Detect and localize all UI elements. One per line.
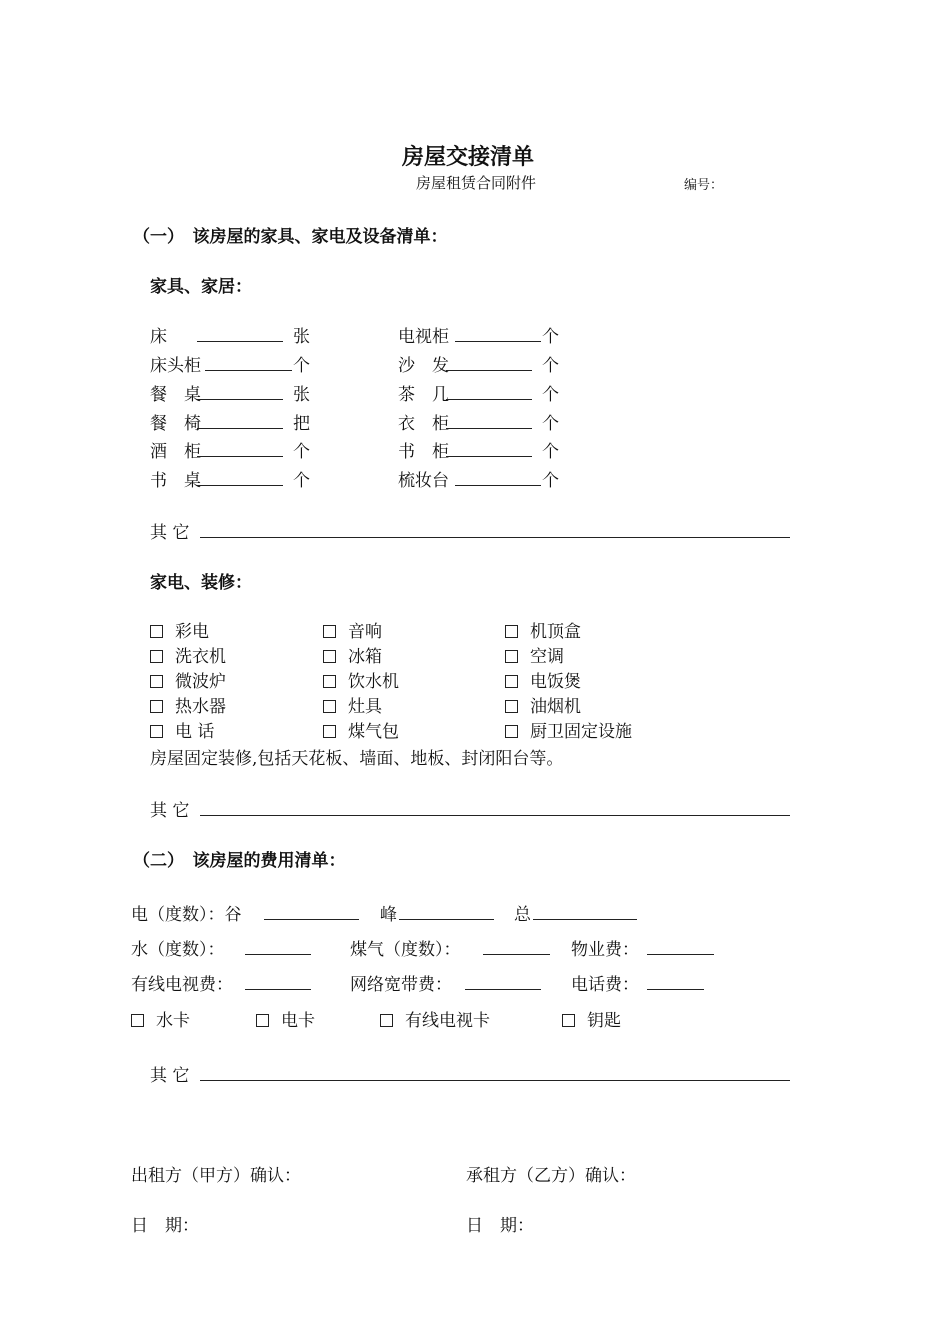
gas-label: 煤气（度数）： (350, 940, 461, 960)
appliance-label: 饮水机 (348, 672, 399, 692)
checkbox-icon[interactable] (150, 725, 163, 738)
appliance-checkbox-item[interactable] (505, 692, 581, 717)
checkbox-icon[interactable] (380, 1014, 393, 1027)
page-title: 房屋交接清单 (402, 145, 535, 170)
appliance-label: 机顶盒 (530, 622, 581, 642)
appliance-checkbox-item[interactable] (150, 717, 214, 742)
appliance-checkbox-item[interactable] (150, 692, 226, 717)
furniture-item-name: 茶 几 (398, 385, 449, 405)
furniture-item-name: 沙 发 (398, 356, 449, 376)
appliance-label: 煤气包 (348, 722, 399, 742)
furniture-quantity-blank[interactable] (455, 341, 541, 342)
furniture-item-unit: 个 (542, 385, 559, 405)
furniture-quantity-blank[interactable] (205, 370, 292, 371)
card-checkbox-item[interactable] (131, 1006, 190, 1031)
furniture-quantity-blank[interactable] (446, 399, 532, 400)
furniture-item-unit: 张 (293, 385, 310, 405)
appliance-label: 电饭煲 (530, 672, 581, 692)
water-blank[interactable] (245, 954, 311, 955)
card-checkbox-item[interactable] (562, 1006, 621, 1031)
card-checkbox-item[interactable] (380, 1006, 490, 1031)
cable-fee-label: 有线电视费： (131, 975, 233, 995)
furniture-item-unit: 把 (293, 414, 310, 434)
appliance-checkbox-item[interactable] (150, 667, 226, 692)
furniture-quantity-blank[interactable] (197, 399, 283, 400)
furniture-quantity-blank[interactable] (197, 485, 283, 486)
appliance-checkbox-item[interactable] (505, 717, 632, 742)
furniture-item-unit: 个 (542, 414, 559, 434)
broadband-fee-label: 网络宽带费： (350, 975, 452, 995)
other-label: 其 它 (150, 523, 190, 543)
furniture-item-unit: 个 (542, 442, 559, 462)
broadband-fee-blank[interactable] (465, 989, 541, 990)
furniture-item-name: 餐 椅 (150, 414, 201, 434)
appliance-checkbox-item[interactable] (323, 692, 382, 717)
checkbox-icon[interactable] (323, 675, 336, 688)
lessee-confirm-label: 承租方（乙方）确认： (466, 1166, 636, 1186)
electricity-peak-blank[interactable] (399, 919, 494, 920)
checkbox-icon[interactable] (505, 725, 518, 738)
appliance-checkbox-item[interactable] (505, 617, 581, 642)
appliance-label: 洗衣机 (175, 647, 226, 667)
appliance-checkbox-item[interactable] (323, 617, 382, 642)
appliance-heading: 家电、装修： (150, 573, 252, 593)
appliance-checkbox-item[interactable] (150, 617, 209, 642)
checkbox-icon[interactable] (150, 700, 163, 713)
water-label: 水（度数）： (131, 940, 225, 960)
appliance-checkbox-item[interactable] (505, 667, 581, 692)
furniture-item-unit: 个 (293, 356, 310, 376)
appliance-label: 彩电 (175, 622, 209, 642)
electricity-total-blank[interactable] (533, 919, 637, 920)
furniture-quantity-blank[interactable] (197, 341, 283, 342)
other-blank[interactable] (200, 537, 790, 538)
furniture-item-name: 床头柜 (150, 356, 201, 376)
appliance-label: 灶具 (348, 697, 382, 717)
section-1-heading: （一） 该房屋的家具、家电及设备清单： (133, 227, 448, 247)
gas-blank[interactable] (483, 954, 550, 955)
card-label: 电卡 (281, 1011, 315, 1031)
furniture-quantity-blank[interactable] (446, 456, 532, 457)
page-subtitle: 房屋租赁合同附件 (416, 174, 537, 192)
card-label: 钥匙 (587, 1011, 621, 1031)
checkbox-icon[interactable] (150, 650, 163, 663)
document-number-label: 编号： (684, 178, 724, 193)
checkbox-icon[interactable] (256, 1014, 269, 1027)
furniture-item-unit: 个 (542, 471, 559, 491)
appliance-label: 空调 (530, 647, 564, 667)
other-label: 其 它 (150, 801, 190, 821)
card-label: 有线电视卡 (405, 1011, 490, 1031)
lessor-date-label: 日 期： (131, 1216, 199, 1236)
furniture-quantity-blank[interactable] (446, 370, 532, 371)
checkbox-icon[interactable] (505, 700, 518, 713)
phone-fee-label: 电话费： (571, 975, 639, 995)
electricity-valley-label: 电（度数）：谷 (131, 905, 242, 925)
electricity-peak-label: 峰 (380, 905, 397, 925)
other-label: 其 它 (150, 1066, 190, 1086)
furniture-item-name: 书 桌 (150, 471, 201, 491)
checkbox-icon[interactable] (323, 650, 336, 663)
furniture-item-unit: 个 (542, 356, 559, 376)
furniture-item-name: 酒 柜 (150, 442, 201, 462)
furniture-item-unit: 张 (293, 327, 310, 347)
furniture-item-name: 梳妆台 (398, 471, 449, 491)
electricity-valley-blank[interactable] (264, 919, 359, 920)
other-blank[interactable] (200, 1080, 790, 1081)
appliance-label: 冰箱 (348, 647, 382, 667)
furniture-item-name: 衣 柜 (398, 414, 449, 434)
appliance-label: 厨卫固定设施 (530, 722, 632, 742)
checkbox-icon[interactable] (323, 725, 336, 738)
furniture-item-name: 电视柜 (398, 327, 449, 347)
phone-fee-blank[interactable] (647, 989, 704, 990)
appliance-checkbox-item[interactable] (323, 717, 399, 742)
appliance-label: 热水器 (175, 697, 226, 717)
furniture-quantity-blank[interactable] (197, 456, 283, 457)
furniture-item-name: 床 (150, 327, 167, 347)
appliance-checkbox-item[interactable] (323, 642, 382, 667)
appliance-label: 油烟机 (530, 697, 581, 717)
appliance-checkbox-item[interactable] (150, 642, 226, 667)
section-2-heading: （二） 该房屋的费用清单： (133, 851, 346, 871)
appliance-label: 电 话 (175, 722, 215, 742)
checkbox-icon[interactable] (150, 675, 163, 688)
appliance-checkbox-item[interactable] (323, 667, 399, 692)
furniture-item-unit: 个 (293, 442, 310, 462)
furniture-heading: 家具、家居： (150, 277, 252, 297)
checkbox-icon[interactable] (323, 700, 336, 713)
checkbox-icon[interactable] (131, 1014, 144, 1027)
checkbox-icon[interactable] (505, 650, 518, 663)
appliance-label: 微波炉 (175, 672, 226, 692)
fixed-decoration-text: 房屋固定装修,包括天花板、墙面、地板、封闭阳台等。 (150, 749, 564, 769)
furniture-quantity-blank[interactable] (455, 485, 541, 486)
furniture-quantity-blank[interactable] (446, 428, 532, 429)
appliance-label: 音响 (348, 622, 382, 642)
appliance-checkbox-item[interactable] (505, 642, 564, 667)
furniture-item-unit: 个 (542, 327, 559, 347)
cable-fee-blank[interactable] (245, 989, 311, 990)
lessor-confirm-label: 出租方（甲方）确认： (131, 1166, 301, 1186)
checkbox-icon[interactable] (562, 1014, 575, 1027)
property-fee-label: 物业费： (571, 940, 639, 960)
checkbox-icon[interactable] (150, 625, 163, 638)
furniture-item-name: 餐 桌 (150, 385, 201, 405)
lessee-date-label: 日 期： (466, 1216, 534, 1236)
card-label: 水卡 (156, 1011, 190, 1031)
checkbox-icon[interactable] (505, 625, 518, 638)
furniture-quantity-blank[interactable] (197, 428, 283, 429)
property-fee-blank[interactable] (647, 954, 714, 955)
furniture-item-unit: 个 (293, 471, 310, 491)
furniture-item-name: 书 柜 (398, 442, 449, 462)
checkbox-icon[interactable] (323, 625, 336, 638)
card-checkbox-item[interactable] (256, 1006, 315, 1031)
checkbox-icon[interactable] (505, 675, 518, 688)
other-blank[interactable] (200, 815, 790, 816)
electricity-total-label: 总 (514, 905, 531, 925)
